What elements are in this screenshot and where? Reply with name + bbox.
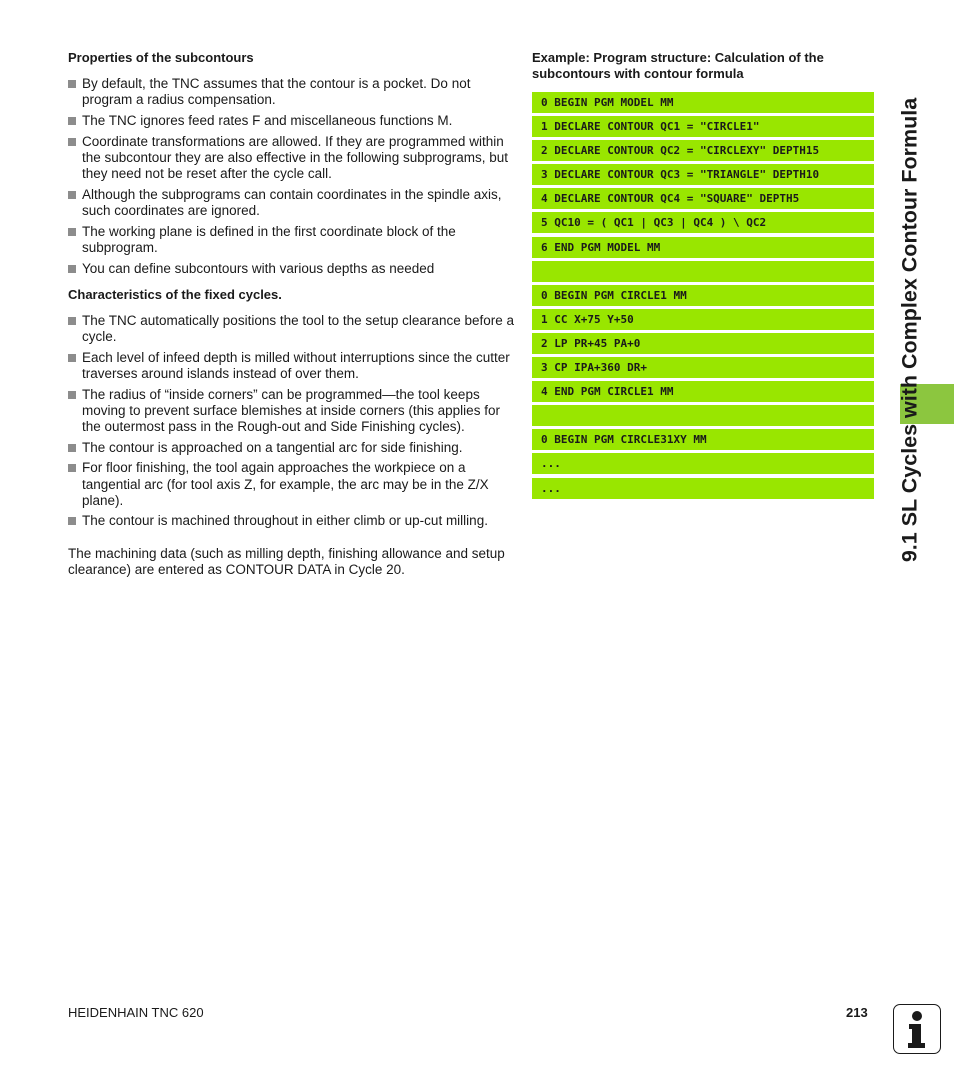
bullet-square-icon bbox=[68, 265, 76, 273]
code-line: 4 END PGM CIRCLE1 MM bbox=[532, 381, 874, 402]
list-item-text: Each level of infeed depth is milled without interruptions since the cutter traverses around islands instead of over them. bbox=[82, 349, 510, 381]
code-line bbox=[532, 261, 874, 282]
list-item bbox=[68, 187, 516, 219]
code-line: ... bbox=[532, 453, 874, 474]
bullet-list-subcontours bbox=[68, 76, 516, 277]
list-item-text: The contour is machined throughout in either climb or up-cut milling. bbox=[82, 513, 488, 529]
code-line: 6 END PGM MODEL MM bbox=[532, 237, 874, 258]
bullet-square-icon bbox=[68, 444, 76, 452]
bullet-square-icon bbox=[68, 191, 76, 199]
program-code-listing bbox=[532, 92, 874, 499]
info-icon bbox=[893, 1004, 941, 1054]
list-item bbox=[68, 513, 516, 529]
code-line: 1 CC X+75 Y+50 bbox=[532, 309, 874, 330]
bullet-square-icon bbox=[68, 80, 76, 88]
list-item bbox=[68, 350, 516, 382]
list-item bbox=[68, 387, 516, 436]
list-item bbox=[68, 113, 516, 129]
footer-manual-name: HEIDENHAIN TNC 620 bbox=[68, 1005, 204, 1020]
list-item bbox=[68, 261, 516, 277]
list-item bbox=[68, 460, 516, 509]
code-line: 0 BEGIN PGM MODEL MM bbox=[532, 92, 874, 113]
list-item-text: For floor finishing, the tool again approaches the workpiece on a tangential arc (for tool axis Z, for example, the arc may be in the Z/X plane). bbox=[82, 460, 489, 508]
code-line bbox=[532, 405, 874, 426]
list-item-text: The radius of “inside corners” can be programmed—the tool keeps moving to prevent surface blemishes at inside corners (this applies for the outermost pass in the Rough-out and Side Finishing cycles). bbox=[82, 386, 500, 434]
example-title: Example: Program structure: Calculation of the subcontours with contour formula bbox=[532, 50, 824, 81]
chapter-side-title: 9.1 SL Cycles with Complex Contour Formula bbox=[897, 97, 922, 563]
footer-page-number: 213 bbox=[846, 1005, 868, 1020]
bullet-square-icon bbox=[68, 391, 76, 399]
bullet-square-icon bbox=[68, 464, 76, 472]
bullet-square-icon bbox=[68, 317, 76, 325]
bullet-square-icon bbox=[68, 228, 76, 236]
code-line: 3 DECLARE CONTOUR QC3 = "TRIANGLE" DEPTH10 bbox=[532, 164, 874, 185]
code-line: ... bbox=[532, 478, 874, 499]
code-line: 0 BEGIN PGM CIRCLE1 MM bbox=[532, 285, 874, 306]
code-line: 2 DECLARE CONTOUR QC2 = "CIRCLEXY" DEPTH15 bbox=[532, 140, 874, 161]
bullet-square-icon bbox=[68, 354, 76, 362]
code-line: 5 QC10 = ( QC1 | QC3 | QC4 ) \ QC2 bbox=[532, 212, 874, 233]
section-heading-subcontours: Properties of the subcontours bbox=[68, 50, 254, 65]
bullet-square-icon bbox=[68, 517, 76, 525]
list-item bbox=[68, 134, 516, 183]
code-line: 2 LP PR+45 PA+0 bbox=[532, 333, 874, 354]
code-line: 0 BEGIN PGM CIRCLE31XY MM bbox=[532, 429, 874, 450]
info-glyph bbox=[894, 1005, 939, 1052]
code-line: 1 DECLARE CONTOUR QC1 = "CIRCLE1" bbox=[532, 116, 874, 137]
code-line: 4 DECLARE CONTOUR QC4 = "SQUARE" DEPTH5 bbox=[532, 188, 874, 209]
list-item-text: The working plane is defined in the first coordinate block of the subprogram. bbox=[82, 223, 456, 255]
right-column bbox=[532, 50, 874, 502]
list-item-text: You can define subcontours with various depths as needed bbox=[82, 260, 435, 276]
list-item bbox=[68, 76, 516, 108]
list-item bbox=[68, 224, 516, 256]
chapter-tab-edge bbox=[937, 384, 954, 424]
bullet-list-fixed-cycles bbox=[68, 313, 516, 530]
list-item-text: The contour is approached on a tangential arc for side finishing. bbox=[82, 439, 463, 455]
bullet-square-icon bbox=[68, 138, 76, 146]
section-heading-fixed-cycles: Characteristics of the fixed cycles. bbox=[68, 286, 282, 302]
list-item bbox=[68, 313, 516, 345]
bullet-square-icon bbox=[68, 117, 76, 125]
list-item-text: By default, the TNC assumes that the contour is a pocket. Do not program a radius compensation. bbox=[82, 76, 471, 108]
list-item-text: Although the subprograms can contain coordinates in the spindle axis, such coordinates are ignored. bbox=[82, 186, 502, 218]
list-item-text: The TNC automatically positions the tool to the setup clearance before a cycle. bbox=[82, 312, 514, 344]
list-item bbox=[68, 440, 516, 456]
machining-data-paragraph: The machining data (such as milling depth, finishing allowance and setup clearance) are entered as CONTOUR DATA in Cycle 20. bbox=[68, 545, 505, 577]
code-line: 3 CP IPA+360 DR+ bbox=[532, 357, 874, 378]
list-item-text: The TNC ignores feed rates F and miscellaneous functions M. bbox=[82, 112, 453, 128]
list-item-text: Coordinate transformations are allowed. If they are programmed within the subcontour they are also effective in the following subprograms, but they need not be reset after the cycle call. bbox=[82, 133, 509, 182]
left-column bbox=[68, 50, 516, 578]
